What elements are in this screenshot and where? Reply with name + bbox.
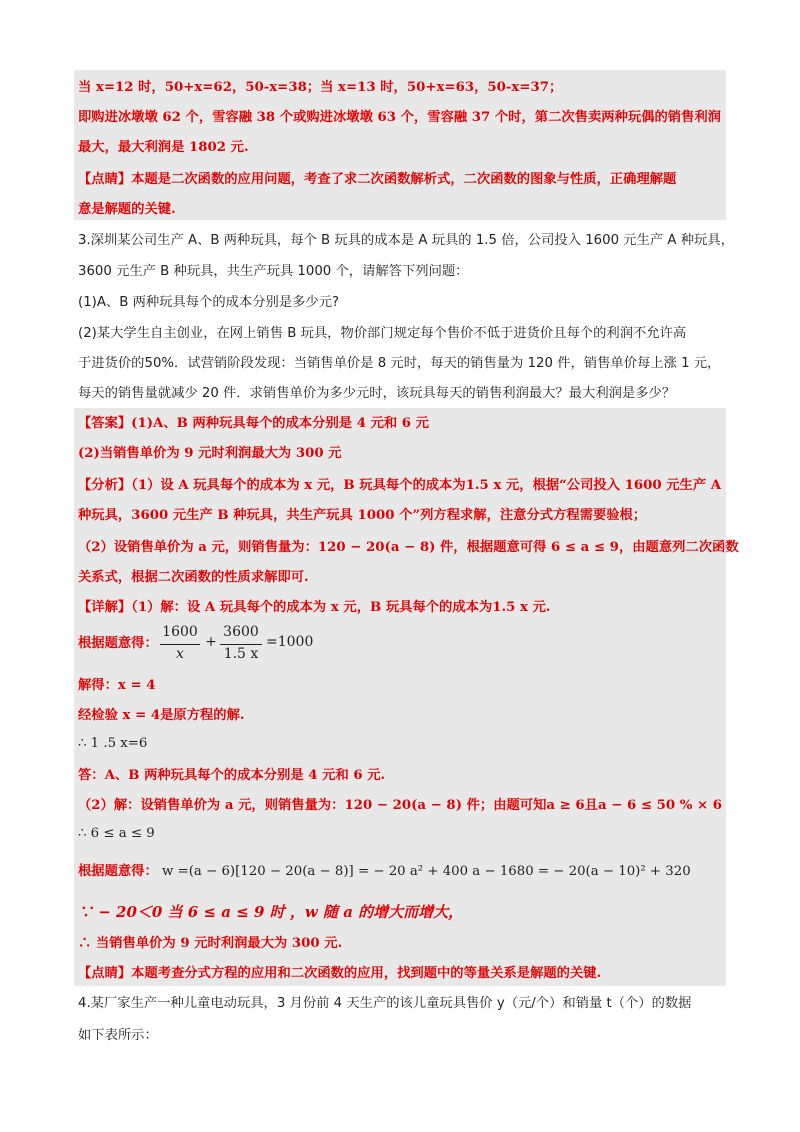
question-3-part-2: 每天的销售量就减少 20 件．求销售单价为多少元时，该玩具每天的销售利润最大？最大利润是多少？ xyxy=(78,386,676,401)
detail-line: ∴ 6 ≤ a ≤ 9 xyxy=(78,826,155,841)
remark-line: 【点睛】本题考查分式方程的应用和二次函数的应用，找到题中的等量关系是解题的关键. xyxy=(78,966,602,981)
fraction-denominator: x xyxy=(176,646,184,662)
question-3-part-1: (1)A、B 两种玩具每个的成本分别是多少元? xyxy=(78,295,340,310)
analysis-line: 【分析】（1）设 A 玩具每个的成本为 x 元，B 玩具每个的成本为1.5 x 元，根据“公司投入 1600 元生产 A xyxy=(78,478,722,493)
analysis-line: 种玩具，3600 元生产 B 种玩具，共生产玩具 1000 个”列方程求解，注意分式方程需要验根； xyxy=(78,508,647,523)
equation-rhs: =1000 xyxy=(266,634,314,650)
answer-line: (2)当销售单价为 9 元时利润最大为 300 元 xyxy=(78,446,342,461)
question-3-text: 3600 元生产 B 种玩具，共生产玩具 1000 个，请解答下列问题： xyxy=(78,264,469,279)
detail-line: 解得：x = 4 xyxy=(78,678,156,693)
solution-line: 当 x=12 时，50+x=62，50-x=38；当 x=13 时，50+x=63，50-x=37； xyxy=(78,80,563,95)
fraction-numerator: 1600 xyxy=(162,624,198,640)
equation-label: 根据题意得： xyxy=(78,636,158,651)
detail-line: ∴ 当销售单价为 9 元时利润最大为 300 元. xyxy=(78,936,343,951)
detail-line: 答：A、B 两种玩具每个的成本分别是 4 元和 6 元. xyxy=(78,768,386,783)
plus-sign: + xyxy=(205,634,217,650)
question-3-part-2: (2)某大学生自主创业，在网上销售 B 玩具，物价部门规定每个售价不低于进货价且每个的利润不允许高 xyxy=(78,326,687,341)
fraction-numerator: 3600 xyxy=(223,624,259,640)
question-3-part-2: 于进货价的50%．试营销阶段发现：当销售单价是 8 元时，每天的销售量为 120 件，销售单价每上涨 1 元， xyxy=(78,356,721,371)
detail-line: ∴ 1 .5 x=6 xyxy=(78,736,148,751)
detail-line: 经检验 x = 4是原方程的解. xyxy=(78,708,245,723)
detail-line: ∵ − 20＜0 当 6 ≤ a ≤ 9 时 ，w 随 a 的增大而增大， xyxy=(78,903,464,921)
detail-line: （2）解：设销售单价为 a 元，则销售量为：120 − 20(a − 8) 件；由题可知a ≥ 6且a − 6 ≤ 50 % × 6 xyxy=(78,798,723,813)
solution-line: 即购进冰墩墩 62 个，雪容融 38 个或购进冰墩墩 63 个，雪容融 37 个时，第二次售卖两种玩偶的销售利润 xyxy=(78,110,721,125)
profit-equation: w =(a − 6)[120 − 20(a − 8)] = − 20 a² + 400 a − 1680 = − 20(a − 10)² + 320 xyxy=(162,864,691,879)
analysis-line: （2）设销售单价为 a 元，则销售量为：120 − 20(a − 8) 件，根据题意可得 6 ≤ a ≤ 9，由题意列二次函数 xyxy=(78,540,739,555)
fraction-denominator: 1.5 x xyxy=(223,646,259,662)
fraction-bar xyxy=(160,644,200,645)
question-4-text: 4.某厂家生产一种儿童电动玩具，3 月份前 4 天生产的该儿童玩具售价 y（元/个）和销量 t（个）的数据 xyxy=(78,996,692,1011)
question-4-text: 如下表所示： xyxy=(78,1028,158,1043)
fraction-bar xyxy=(220,644,262,645)
analysis-line: 关系式，根据二次函数的性质求解即可. xyxy=(78,570,309,585)
remark-line: 【点睛】本题是二次函数的应用问题，考查了求二次函数解析式，二次函数的图象与性质，正确理解题 xyxy=(78,172,677,187)
remark-line: 意是解题的关键. xyxy=(78,202,176,217)
equation-label: 根据题意得： xyxy=(78,864,158,879)
detail-line: 【详解】（1）解：设 A 玩具每个的成本为 x 元，B 玩具每个的成本为1.5 x 元. xyxy=(78,600,551,615)
question-3-text: 3.深圳某公司生产 A、B 两种玩具，每个 B 玩具的成本是 A 玩具的 1.5 倍，公司投入 1600 元生产 A 种玩具， xyxy=(78,233,734,248)
answer-line: 【答案】(1)A、B 两种玩具每个的成本分别是 4 元和 6 元 xyxy=(78,416,429,431)
solution-line: 最大，最大利润是 1802 元. xyxy=(78,140,249,155)
